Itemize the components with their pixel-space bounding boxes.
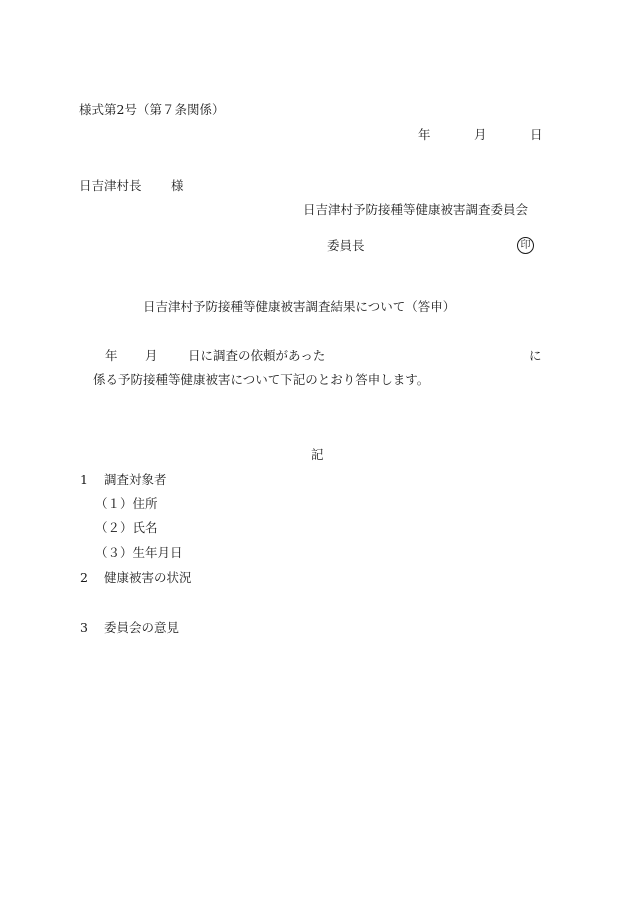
- addressee-name: 日吉津村長: [79, 178, 142, 193]
- date-day-label: 日: [530, 127, 543, 142]
- item-1-number: 1: [80, 472, 88, 487]
- addressee-honorific: 様: [171, 178, 184, 193]
- committee-name: 日吉津村予防接種等健康被害調査委員会: [303, 202, 529, 217]
- subitem-name: （２）氏名: [95, 520, 158, 535]
- item-3-number: 3: [80, 620, 88, 635]
- body-day-phrase: 日に調査の依頼があった: [188, 348, 326, 363]
- item-3-label: 委員会の意見: [104, 620, 180, 635]
- date-year-label: 年: [418, 127, 431, 142]
- subitem-birthdate: （３）生年月日: [95, 545, 183, 560]
- subitem-address: （１）住所: [95, 496, 158, 511]
- document-title: 日吉津村予防接種等健康被害調査結果について（答申）: [143, 299, 456, 314]
- item-2-label: 健康被害の状況: [104, 570, 192, 585]
- body-line-2: 係る予防接種等健康被害について下記のとおり答申します。: [93, 372, 430, 387]
- body-year: 年: [105, 348, 118, 363]
- date-month-label: 月: [474, 127, 487, 142]
- form-number-label: 様式第2号（第７条関係）: [79, 102, 225, 117]
- seal-mark: 印: [517, 237, 534, 254]
- ki-heading: 記: [311, 447, 324, 462]
- item-1-label: 調査対象者: [104, 472, 167, 487]
- chair-title: 委員長: [327, 238, 365, 253]
- item-2-number: 2: [80, 570, 88, 585]
- body-month: 月: [145, 348, 158, 363]
- body-particle: に: [529, 348, 542, 363]
